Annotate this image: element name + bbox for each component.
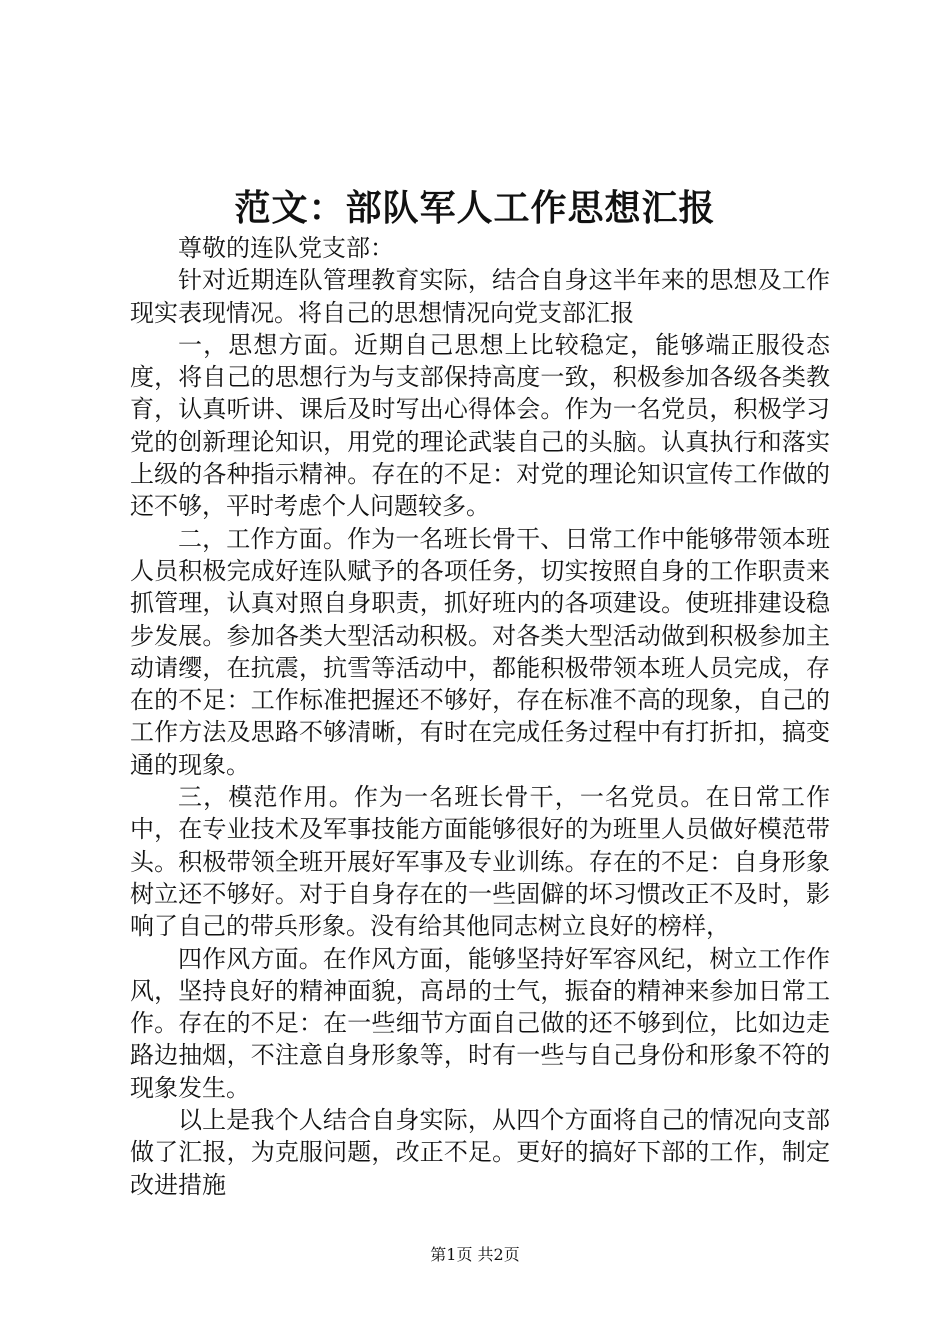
document-title: 范文：部队军人工作思想汇报 [234,187,716,229]
document-body [130,232,830,1201]
paragraph-conclusion: 以上是我个人结合自身实际，从四个方面将自己的情况向支部做了汇报，为克服问题，改正不足。更好的搞好下部的工作，制定改进措施 [130,1106,830,1199]
paragraph-style: 四作风方面。在作风方面，能够坚持好军容风纪，树立工作作风，坚持良好的精神面貌，高昂的士气，振奋的精神来参加日常工作。存在的不足：在一些细节方面自己做的还不够到位，比如边走路边抽烟，不注意自身形象等，时有一些与自己身份和形象不符的现象发生。 [130,944,830,1102]
page-number-footer: 第1页 共2页 [430,1245,520,1264]
paragraph-thought: 一，思想方面。近期自己思想上比较稳定，能够端正服役态度，将自己的思想行为与支部保持高度一致，积极参加各级各类教育，认真听讲、课后及时写出心得体会。作为一名党员，积极学习党的创新理论知识，用党的理论武装自己的头脑。认真执行和落实上级的各种指示精神。存在的不足：对党的理论知识宣传工作做的还不够，平时考虑个人问题较多。 [130,330,830,521]
paragraph-intro: 针对近期连队管理教育实际，结合自身这半年来的思想及工作现实表现情况。将自己的思想情况向党支部汇报 [130,266,830,327]
paragraph-model-role: 三，模范作用。作为一名班长骨干，一名党员。在日常工作中，在专业技术及军事技能方面能够很好的为班里人员做好模范带头。积极带领全班开展好军事及专业训练。存在的不足：自身形象树立还不够好。对于自身存在的一些固僻的坏习惯改正不及时，影响了自己的带兵形象。没有给其他同志树立良好的榜样， [130,783,830,941]
salutation: 尊敬的连队党支部： [178,234,394,262]
paragraph-work: 二，工作方面。作为一名班长骨干、日常工作中能够带领本班人员积极完成好连队赋予的各项任务，切实按照自身的工作职责来抓管理，认真对照自身职责，抓好班内的各项建设。使班排建设稳步发展。参加各类大型活动积极。对各类大型活动做到积极参加主动请缨，在抗震，抗雪等活动中，都能积极带领本班人员完成，存在的不足：工作标准把握还不够好，存在标准不高的现象，自己的工作方法及思路不够清晰，有时在完成任务过程中有打折扣，搞变通的现象。 [130,524,830,779]
